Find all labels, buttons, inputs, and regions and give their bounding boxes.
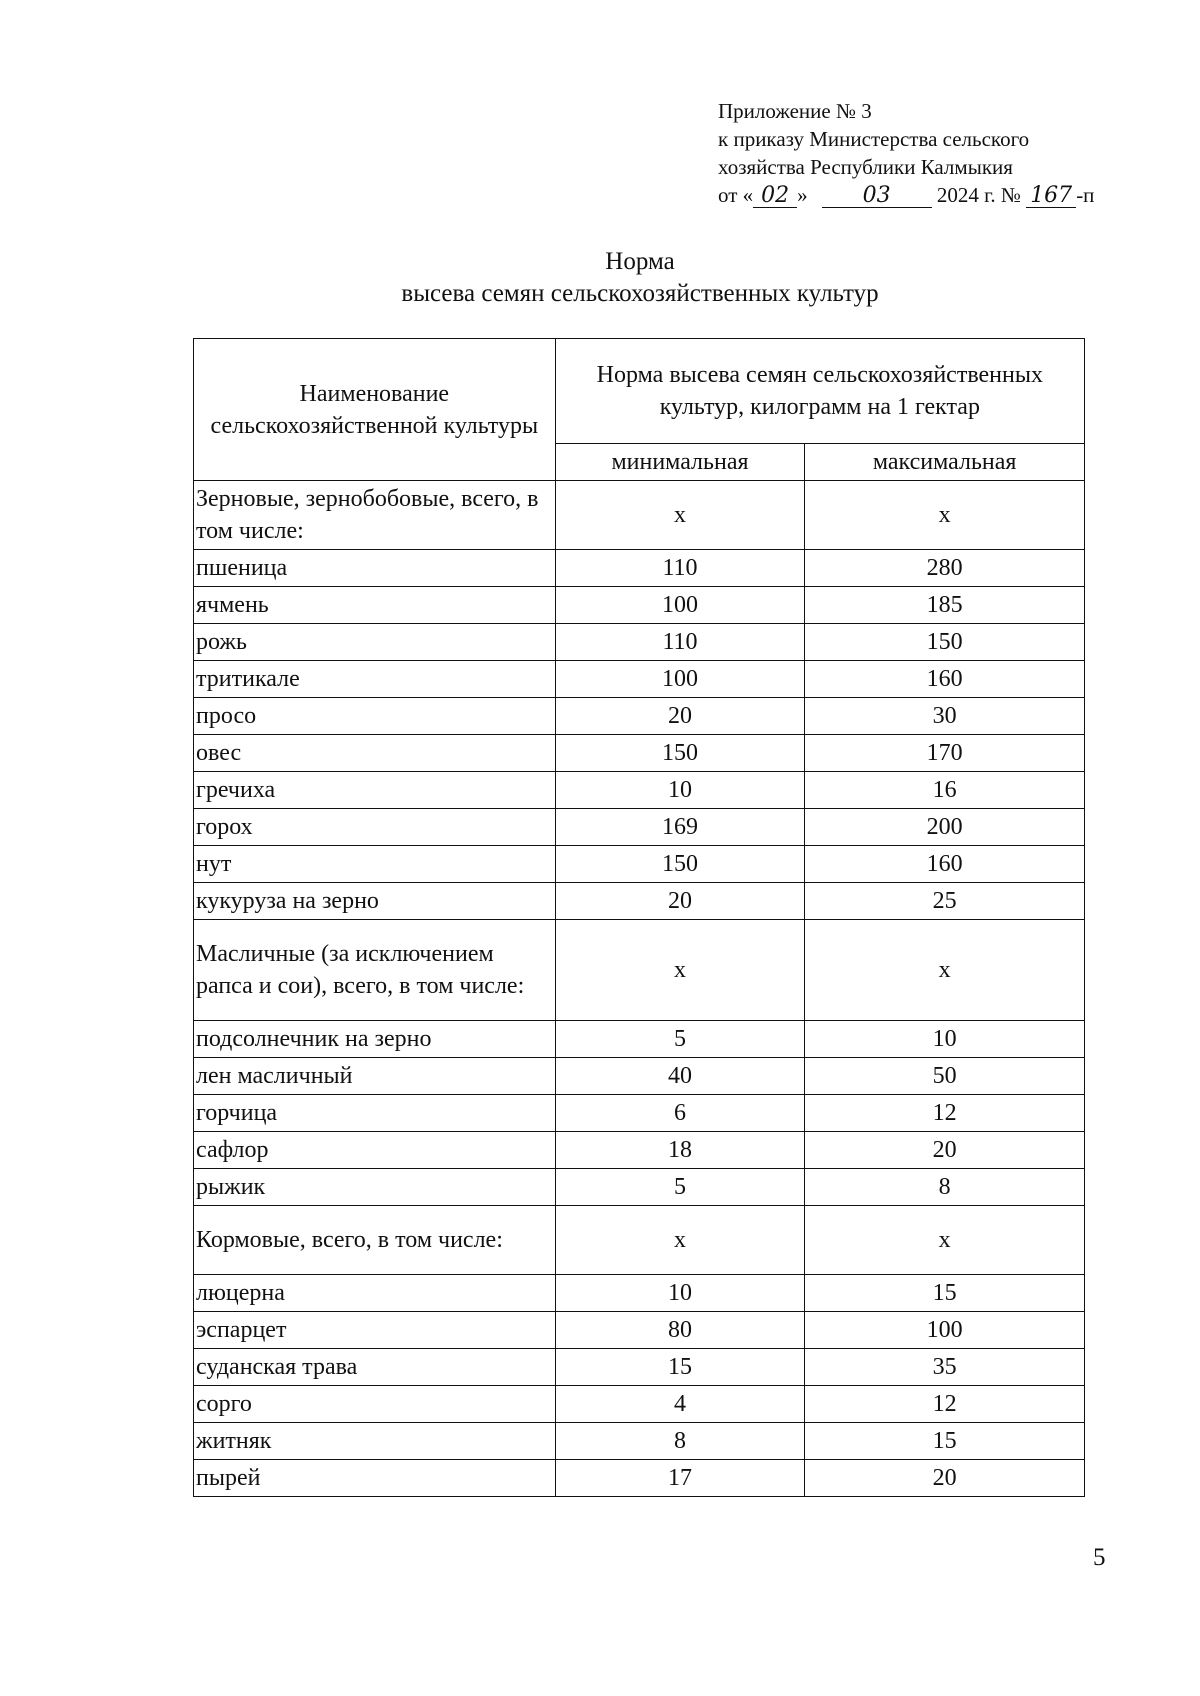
date-day-suffix: » [797,183,808,207]
min-norm-cell: 15 [555,1349,805,1386]
min-norm-cell: 100 [555,661,805,698]
crop-name-cell: просо [194,698,556,735]
max-norm-cell: 200 [805,809,1085,846]
min-norm-cell: 10 [555,1275,805,1312]
table-row [194,1058,1085,1095]
crop-name-cell: горох [194,809,556,846]
header-minimum: минимальная [555,444,805,481]
year-text: 2024 г. № [936,183,1021,207]
min-norm-cell: 5 [555,1021,805,1058]
crop-name-cell: кукуруза на зерно [194,883,556,920]
approval-block [718,97,1094,209]
crop-name-cell: рожь [194,624,556,661]
crop-name-cell: овес [194,735,556,772]
max-norm-cell: 185 [805,587,1085,624]
table-row [194,735,1085,772]
title-line-2: высева семян сельскохозяйственных культур [401,280,879,307]
title-line-1: Норма [605,248,675,275]
crop-name-cell: люцерна [194,1275,556,1312]
min-norm-cell: 4 [555,1386,805,1423]
handwritten-day: 02 [753,185,797,208]
approval-date-line [718,181,1094,209]
min-norm-cell: 6 [555,1095,805,1132]
min-norm-cell: 150 [555,735,805,772]
table-row [194,661,1085,698]
crop-name-cell: пырей [194,1460,556,1497]
table-row [194,1460,1085,1497]
crop-name-cell: нут [194,846,556,883]
min-norm-cell: 40 [555,1058,805,1095]
max-norm-cell: 280 [805,550,1085,587]
max-norm-cell: 12 [805,1386,1085,1423]
crop-name-cell: сорго [194,1386,556,1423]
max-norm-cell: 50 [805,1058,1085,1095]
max-norm-cell: 150 [805,624,1085,661]
table-row [194,920,1085,1021]
table-row [194,1206,1085,1275]
crop-name-cell: Зерновые, зернобобовые, всего, в том числе: [194,481,556,550]
crop-name-cell: рыжик [194,1169,556,1206]
min-norm-cell: 100 [555,587,805,624]
crop-name-cell: горчица [194,1095,556,1132]
max-norm-cell: 12 [805,1095,1085,1132]
table-row [194,1349,1085,1386]
crop-name-cell: Кормовые, всего, в том числе: [194,1206,556,1275]
table-row [194,587,1085,624]
crop-name-cell: суданская трава [194,1349,556,1386]
table-row [194,698,1085,735]
header-seeding-norm: Норма высева семян сельскохозяйственных культур, килограмм на 1 гектар [555,339,1084,444]
crop-name-cell: сафлор [194,1132,556,1169]
crop-name-cell: житняк [194,1423,556,1460]
max-norm-cell: 30 [805,698,1085,735]
min-norm-cell: 20 [555,883,805,920]
min-norm-cell: 10 [555,772,805,809]
table-row [194,1275,1085,1312]
crop-name-cell: лен масличный [194,1058,556,1095]
max-norm-cell: 25 [805,883,1085,920]
table-row [194,809,1085,846]
max-norm-cell: 20 [805,1460,1085,1497]
min-norm-cell: 20 [555,698,805,735]
approval-line-1: Приложение № 3 [718,99,872,123]
header-crop-name: Наименование сельскохозяйственной культуры [194,339,556,481]
max-norm-cell: 16 [805,772,1085,809]
crop-name-cell: эспарцет [194,1312,556,1349]
table-row [194,1423,1085,1460]
table-header-row [194,339,1085,444]
max-norm-cell: 20 [805,1132,1085,1169]
max-norm-cell: 170 [805,735,1085,772]
date-prefix: от « [718,183,754,207]
crop-name-cell: подсолнечник на зерно [194,1021,556,1058]
approval-line-3: хозяйства Республики Калмыкия [718,155,1013,179]
min-norm-cell: 5 [555,1169,805,1206]
table-row [194,1169,1085,1206]
page-number: 5 [1093,1544,1106,1571]
min-norm-cell: х [555,920,805,1021]
max-norm-cell: 35 [805,1349,1085,1386]
handwritten-month: 03 [822,185,932,208]
min-norm-cell: 150 [555,846,805,883]
max-norm-cell: 160 [805,661,1085,698]
table-row [194,883,1085,920]
max-norm-cell: х [805,481,1085,550]
table-row [194,550,1085,587]
max-norm-cell: 160 [805,846,1085,883]
handwritten-order-number: 167 [1026,185,1076,208]
min-norm-cell: 169 [555,809,805,846]
crop-name-cell: ячмень [194,587,556,624]
table-row [194,1312,1085,1349]
crop-name-cell: Масличные (за исключением рапса и сои), всего, в том числе: [194,920,556,1021]
max-norm-cell: 15 [805,1275,1085,1312]
min-norm-cell: 80 [555,1312,805,1349]
min-norm-cell: 17 [555,1460,805,1497]
order-number-suffix: -п [1076,183,1095,207]
table-row [194,772,1085,809]
table-row [194,846,1085,883]
table-row [194,1386,1085,1423]
max-norm-cell: 8 [805,1169,1085,1206]
document-title [0,246,1200,310]
crop-name-cell: гречиха [194,772,556,809]
table-row [194,1132,1085,1169]
table-row [194,1021,1085,1058]
approval-line-2: к приказу Министерства сельского [718,127,1030,151]
max-norm-cell: 10 [805,1021,1085,1058]
min-norm-cell: 18 [555,1132,805,1169]
min-norm-cell: 8 [555,1423,805,1460]
header-maximum: максимальная [805,444,1085,481]
table-row [194,1095,1085,1132]
table-row [194,624,1085,661]
seeding-norms-table [193,338,1085,1497]
max-norm-cell: 100 [805,1312,1085,1349]
crop-name-cell: тритикале [194,661,556,698]
max-norm-cell: х [805,920,1085,1021]
table-row [194,481,1085,550]
max-norm-cell: 15 [805,1423,1085,1460]
min-norm-cell: 110 [555,624,805,661]
max-norm-cell: х [805,1206,1085,1275]
crop-name-cell: пшеница [194,550,556,587]
min-norm-cell: 110 [555,550,805,587]
min-norm-cell: х [555,1206,805,1275]
min-norm-cell: х [555,481,805,550]
